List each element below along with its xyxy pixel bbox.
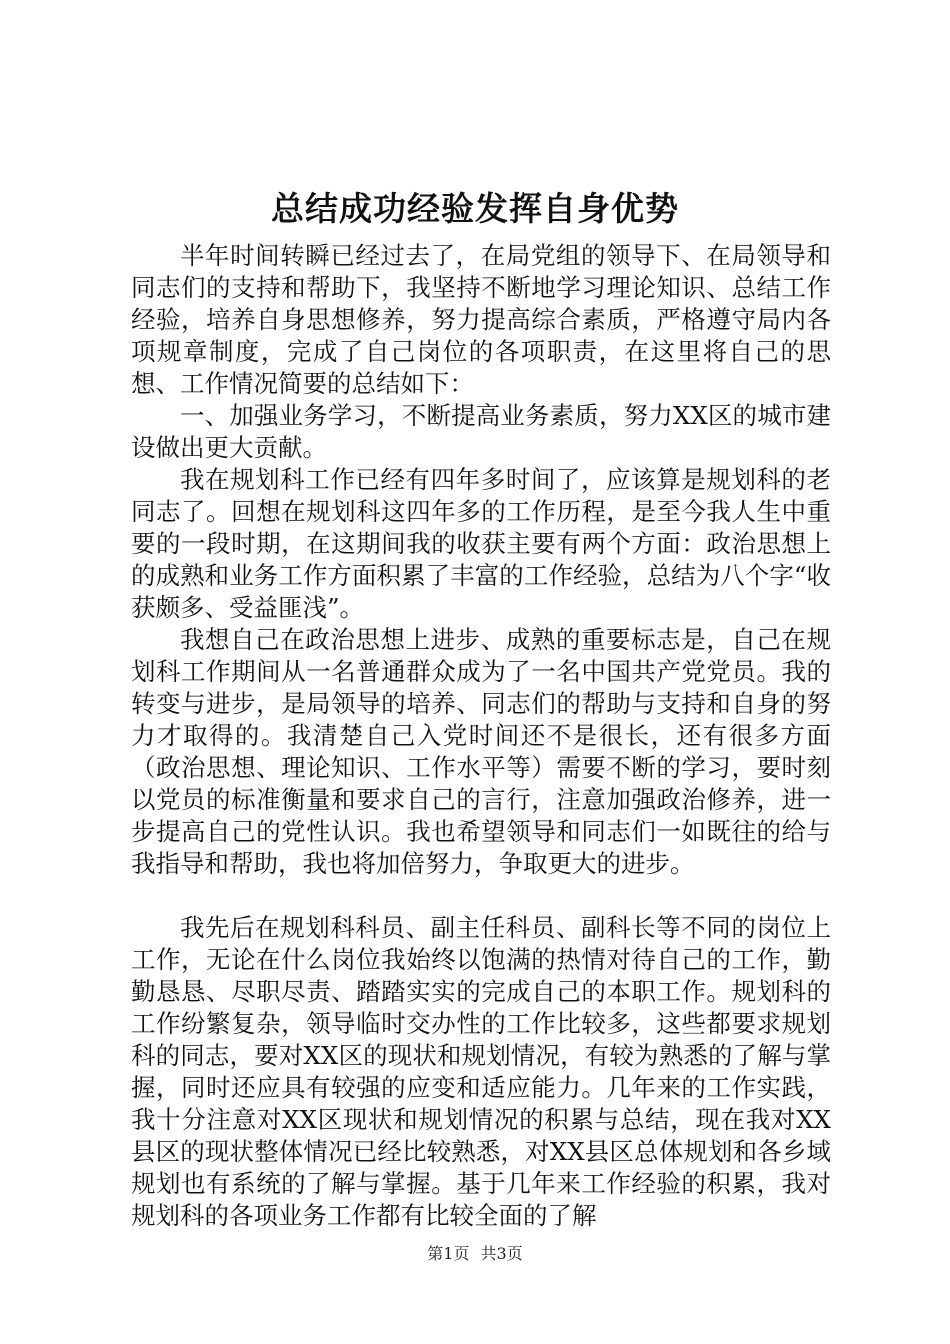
paragraph-section-heading: 一、加强业务学习，不断提高业务素质，努力XX区的城市建设做出更大贡献。 bbox=[131, 401, 831, 462]
paragraph-work-history: 我在规划科工作已经有四年多时间了，应该算是规划科的老同志了。回想在规划科这四年多的工作历程，是至今我人生中重要的一段时期，在这期间我的收获主要有两个方面：政治思想上的成熟和业务工作方面积累了丰富的工作经验，总结为八个字“收获颇多、受益匪浅”。 bbox=[131, 465, 831, 622]
document-title: 总结成功经验发挥自身优势 bbox=[271, 189, 679, 228]
document-body bbox=[131, 240, 831, 1232]
page-number: 第1页 bbox=[427, 1244, 470, 1263]
paragraph-positions: 我先后在规划科科员、副主任科员、副科长等不同的岗位上工作，无论在什么岗位我始终以饱满的热情对待自己的工作，勤勤恳恳、尽职尽责、踏踏实实的完成自己的本职工作。规划科的工作纷繁复杂，领导临时交办性的工作比较多，这些都要求规划科的同志，要对XX区的现状和规划情况，有较为熟悉的了解与掌握，同时还应具有较强的应变和适应能力。几年来的工作实践，我十分注意对XX区现状和规划情况的积累与总结，现在我对XX县区的现状整体情况已经比较熟悉，对XX县区总体规划和各乡域规划也有系统的了解与掌握。基于几年来工作经验的积累，我对规划科的各项业务工作都有比较全面的了解 bbox=[131, 913, 831, 1230]
page-footer bbox=[0, 1244, 950, 1264]
page-total: 共3页 bbox=[480, 1244, 523, 1263]
paragraph-political-growth: 我想自己在政治思想上进步、成熟的重要标志是，自己在规划科工作期间从一名普通群众成为了一名中国共产党党员。我的转变与进步，是局领导的培养、同志们的帮助与支持和自身的努力才取得的。我清楚自己入党时间还不是很长，还有很多方面（政治思想、理论知识、工作水平等）需要不断的学习，要时刻以党员的标准衡量和要求自己的言行，注意加强政治修养，进一步提高自己的党性认识。我也希望领导和同志们一如既往的给与我指导和帮助，我也将加倍努力，争取更大的进步。 bbox=[131, 625, 831, 878]
paragraph-intro: 半年时间转瞬已经过去了，在局党组的领导下、在局领导和同志们的支持和帮助下，我坚持不断地学习理论知识、总结工作经验，培养自身思想修养，努力提高综合素质，严格遵守局内各项规章制度，完成了自己岗位的各项职责，在这里将自己的思想、工作情况简要的总结如下： bbox=[131, 241, 831, 398]
